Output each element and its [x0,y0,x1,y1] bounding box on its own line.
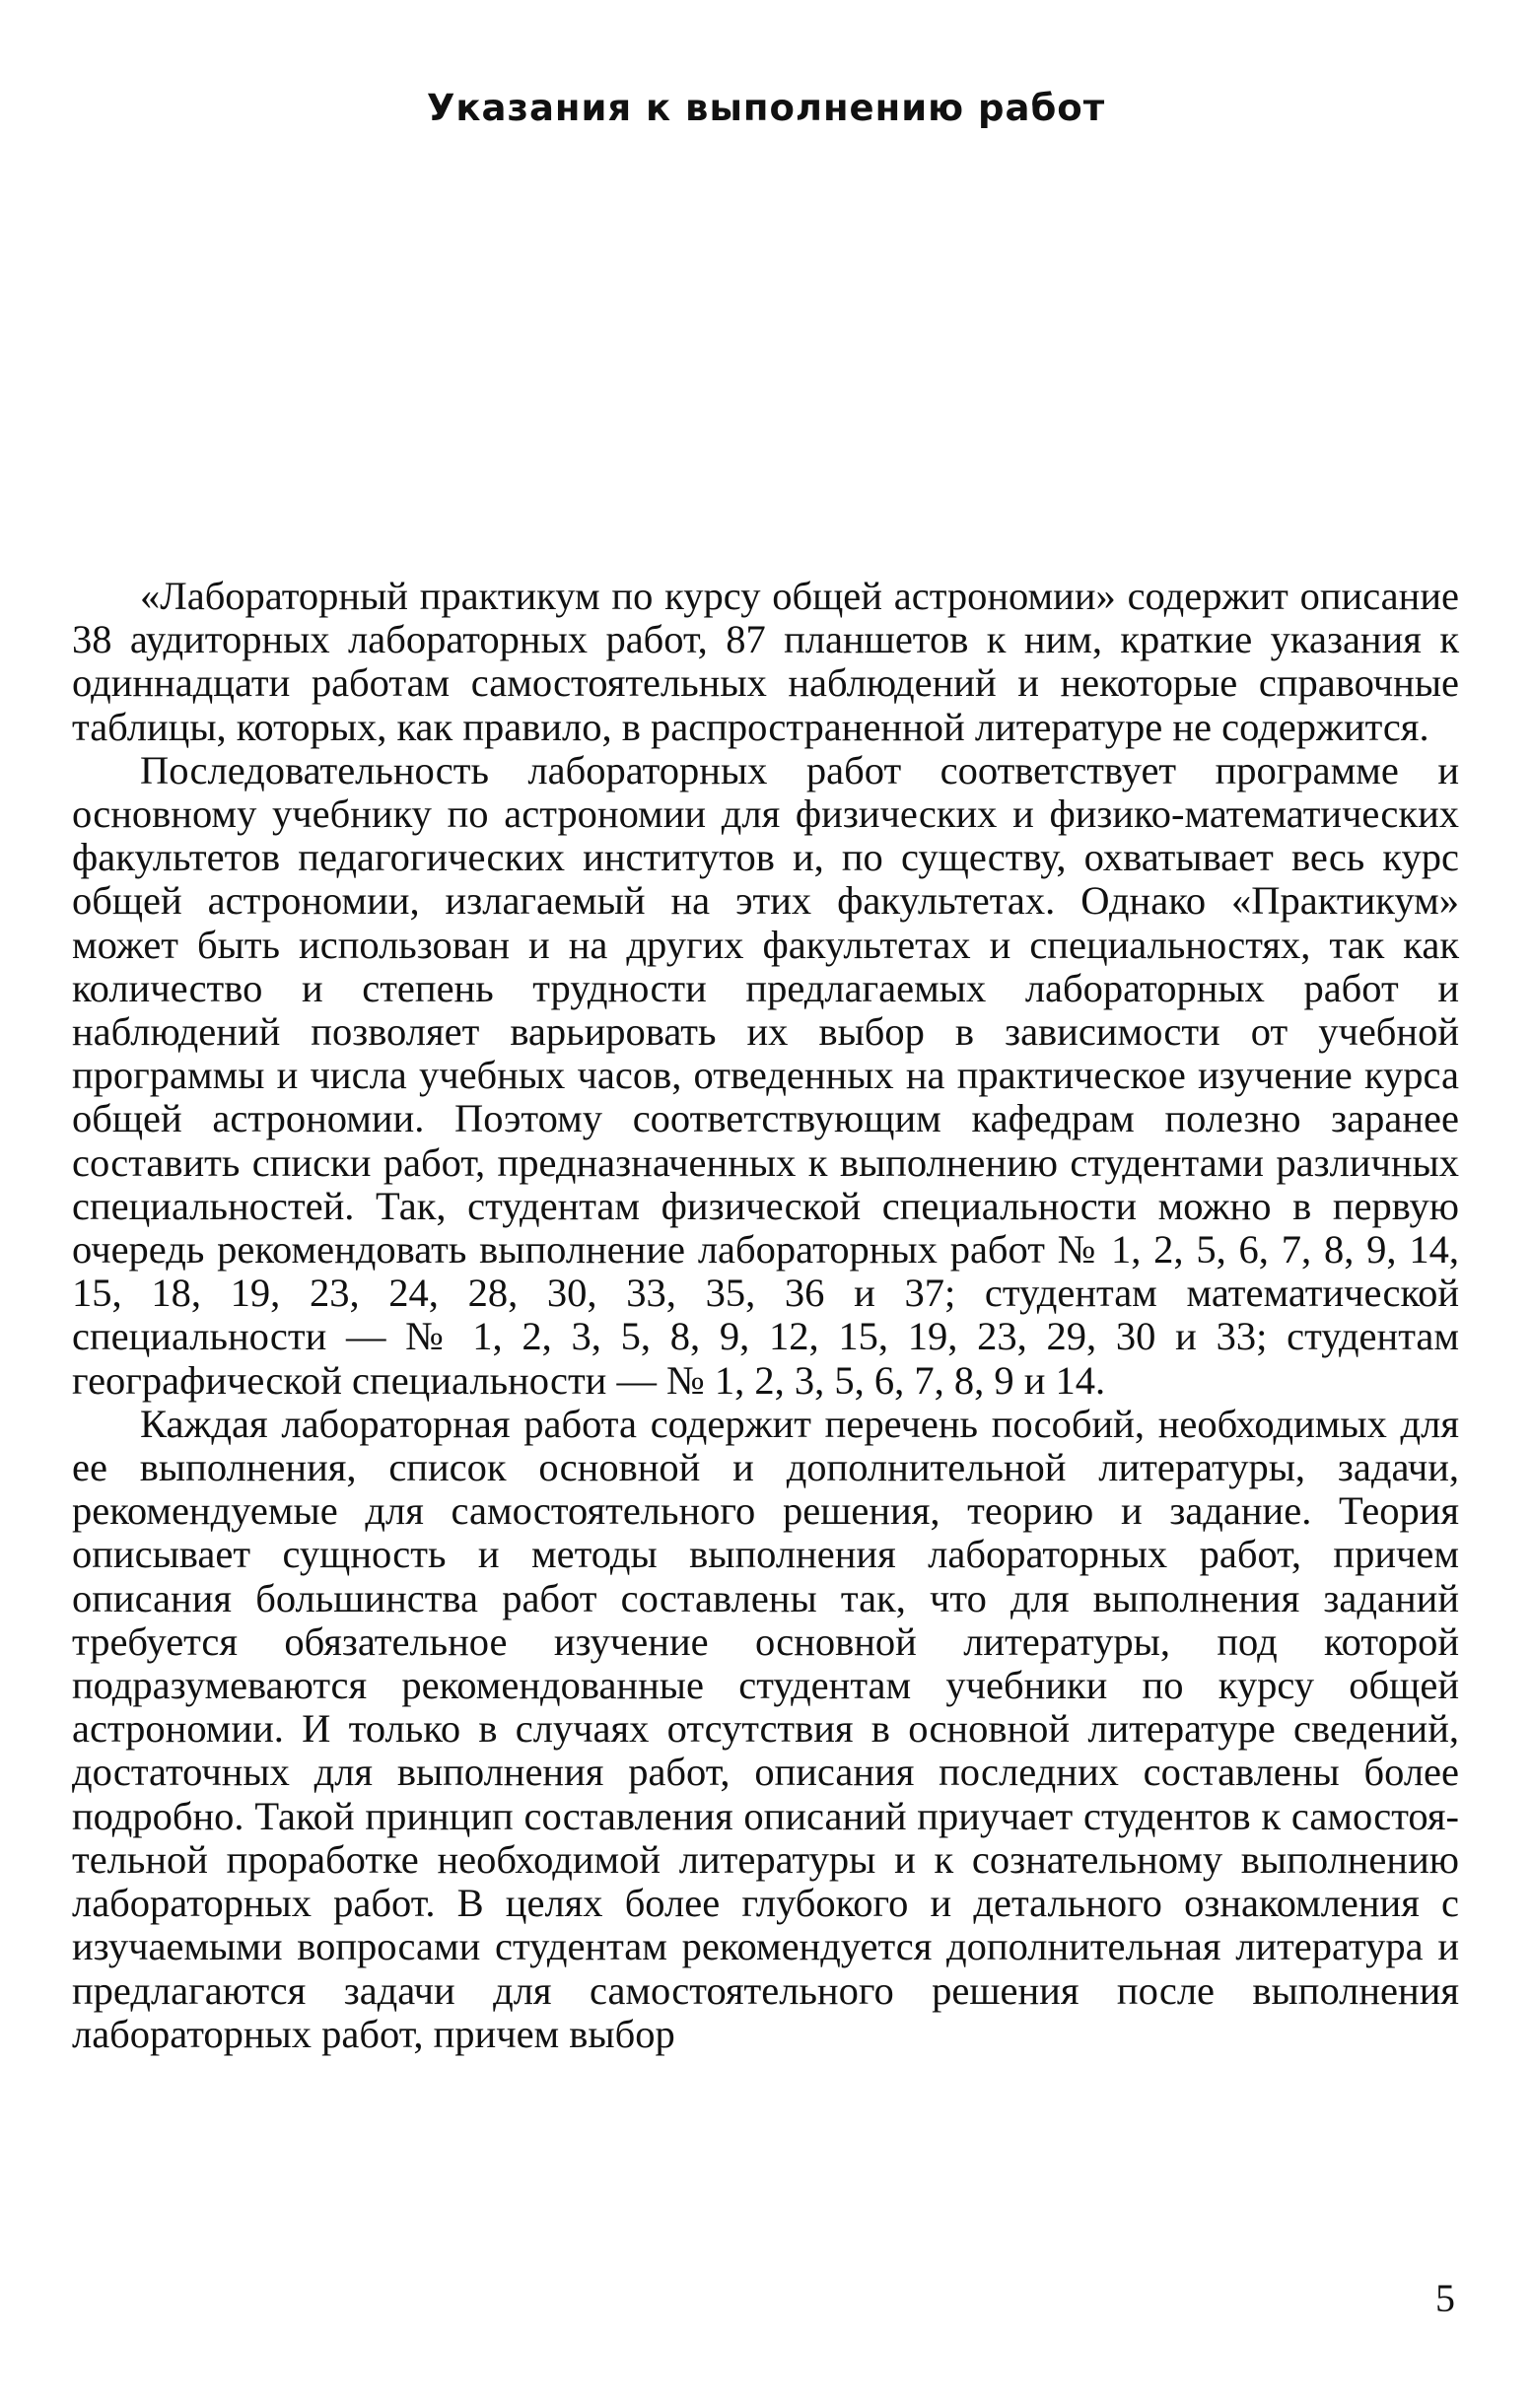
page-number: 5 [1435,2276,1455,2320]
body-text [72,575,1459,2056]
section-heading: Указания к выполнению работ [426,87,1106,129]
paragraph-intro: «Лабораторный практикум по курсу общей астрономии» содержит описание 38 аудиторных лабораторных работ, 87 планшетов к ним, краткие указания к одиннадцати работам самостоятельных наблюдений и некоторые справочные таблицы, которых, как правило, в распространенной литературе не содержится. [72,574,1459,749]
paragraph-structure: Каждая лабораторная работа содержит перечень пособий, необходимых для ее выполнения, список основной и дополнительной литературы, задачи, рекомендуемые для самостоятельного решения, теорию и задание. Теория описывает сущность и методы выполнения лабораторных работ, причем описания большинства работ составлены так, что для выполнения заданий требуется обязательное изучение основной литературы, под которой подразумеваются рекомендованные студентам учебники по курсу общей астрономии. И только в случаях отсутствия в основной литературе сведений, достаточных для выполнения работ, описания последних составлены более подробно. Такой принцип составления описаний приучает студентов к самостоятельной проработке необходимой литературы и к сознательному выполнению лабораторных работ. В целях более глубокого и детального ознакомления с изучаемыми вопросами студентам рекомендуется дополнительная литература и предлагаются задачи для самостоятельного решения после выполнения лабораторных работ, причем выбор [72,1401,1459,2056]
paragraph-sequence: Последовательность лабораторных работ соответствует программе и основному учебнику по астрономии для физических и физико-математических факультетов педагогических институтов и, по существу, охватывает весь курс общей астрономии, излагаемый на этих факультетах. Однако «Практикум» может быть использован и на других факультетах и специальностях, так как количество и степень трудности предлагаемых лабораторных работ и наблюдений позволяет варьировать их выбор в зависимости от учебной программы и числа учебных часов, отведенных на практическое изучение курса общей астрономии. Поэтому соответствующим кафедрам полезно заранее составить списки работ, предназначенных к выполнению студентами различных специальностей. Так, студентам физической специальности можно в первую очередь рекомендовать выполнение лабораторных работ № 1, 2, 5, 6, 7, 8, 9, 14, 15, 18, 19, 23, 24, 28, 30, 33, 35, 36 и 37; студентам математической специальности — № 1, 2, 3, 5, 8, 9, 12, 15, 19, 23, 29, 30 и 33; студентам географической специальности — № 1, 2, 3, 5, 6, 7, 8, 9 и 14. [72,747,1459,1403]
